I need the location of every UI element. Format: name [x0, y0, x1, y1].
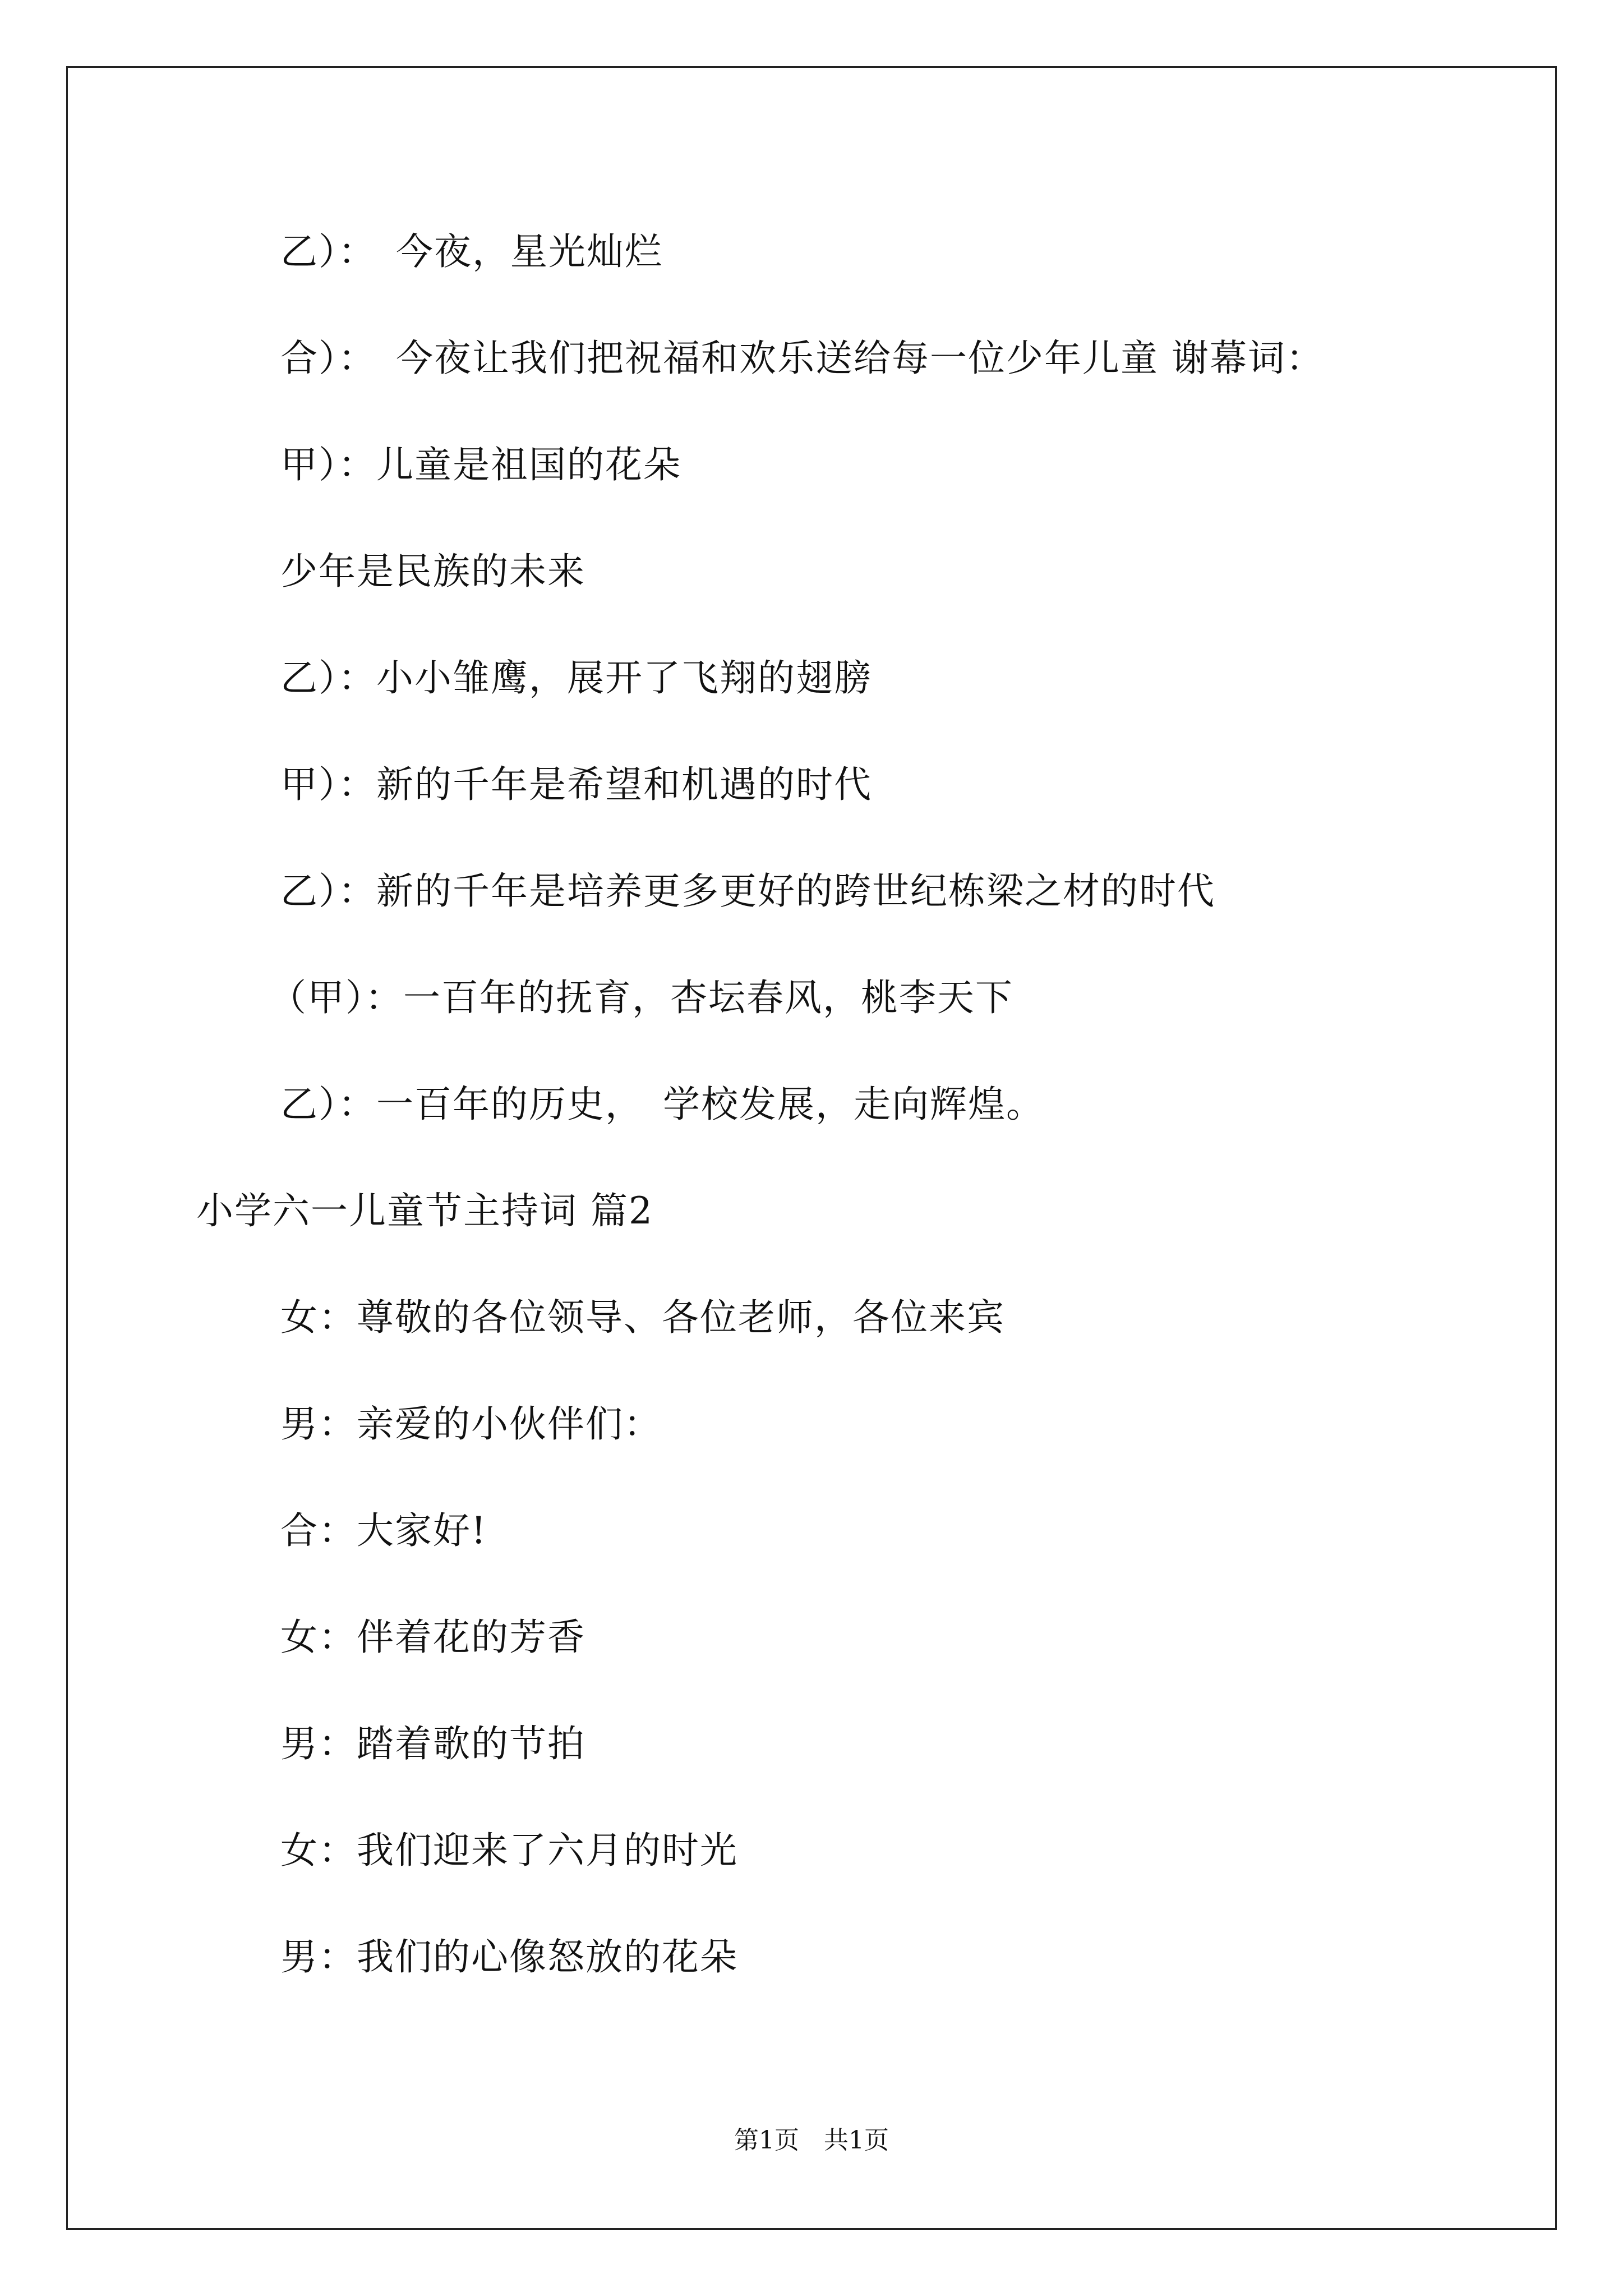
text-line: 男：我们的心像怒放的花朵	[280, 1935, 738, 1978]
page-footer: 第1页 共1页	[734, 2126, 889, 2155]
text-line: （甲）：一百年的抚育，杏坛春风，桃李天下	[269, 976, 1013, 1019]
text-line: 女：我们迎来了六月的时光	[280, 1829, 738, 1872]
text-line: 男：亲爱的小伙伴们：	[280, 1402, 662, 1446]
text-line: 乙）：一百年的历史， 学校发展，走向辉煌。	[280, 1083, 1044, 1126]
text-line: 男：踏着歌的节拍	[280, 1722, 585, 1765]
text-line: 乙）：新的千年是培养更多更好的跨世纪栋梁之材的时代	[280, 869, 1215, 913]
text-line: 甲）：新的千年是希望和机遇的时代	[280, 763, 872, 806]
text-line: 乙）： 今夜，星光灿烂	[280, 230, 663, 273]
text-line: 合）： 今夜让我们把祝福和欢乐送给每一位少年儿童 谢幕词：	[280, 337, 1324, 380]
text-line: 女：伴着花的芳香	[280, 1616, 585, 1659]
section-heading: 小学六一儿童节主持词 篇2	[196, 1189, 653, 1232]
text-line: 乙）：小小雏鹰，展开了飞翔的翅膀	[280, 656, 872, 700]
text-line: 甲）：儿童是祖国的花朵	[280, 443, 681, 486]
text-line: 合：大家好!	[280, 1509, 487, 1552]
text-line: 少年是民族的未来	[280, 550, 585, 593]
page-border	[66, 66, 1557, 2230]
text-line: 女：尊敬的各位领导、各位老师，各位来宾	[280, 1296, 1005, 1339]
